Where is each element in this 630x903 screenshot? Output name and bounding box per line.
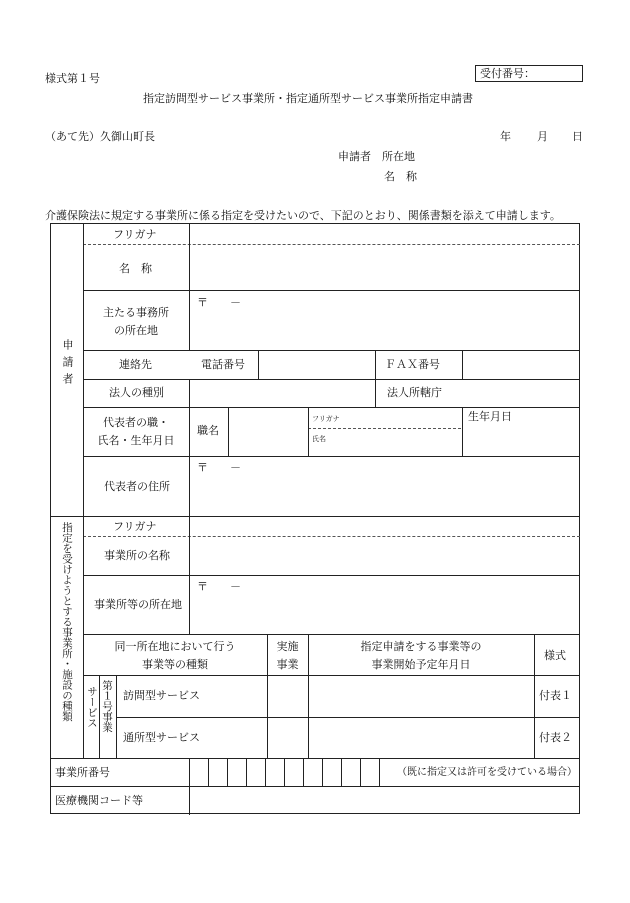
facility-furigana-label: フリガナ — [113, 520, 157, 533]
main-office-label: 主たる事務所 の所在地 — [103, 306, 169, 337]
facility-section-label: 指定を受けようとする事業所・施設の種類 — [61, 522, 73, 722]
application-form-table — [50, 223, 580, 814]
rep-address-postal: 〒 － — [197, 461, 241, 474]
applicant-section-label: 申請者 — [61, 339, 74, 390]
applicant-furigana-label: フリガナ — [113, 228, 157, 241]
main-office-postal: 〒 － — [197, 296, 241, 309]
schedule-header: 指定申請をする事業等の 事業開始予定年月日 — [360, 640, 482, 671]
receipt-number-label: 受付番号： — [480, 67, 535, 80]
corp-type-label: 法人の種別 — [109, 386, 164, 399]
applicant-address-label: 所在地 — [382, 150, 415, 163]
addressee: （あて先）久御山町長 — [45, 130, 155, 143]
style-header: 様式 — [544, 649, 566, 662]
office-address-postal: 〒 － — [197, 580, 241, 593]
applicant-label: 申請者 — [338, 150, 371, 163]
corp-authority-label: 法人所轄庁 — [387, 386, 442, 399]
rep-address-label: 代表者の住所 — [104, 480, 170, 493]
applicant-name-label: 名 称 — [384, 170, 417, 183]
implemented-header: 実施 事業 — [276, 640, 299, 671]
rep-furigana-label: フリガナ — [312, 415, 340, 423]
date-month: 月 — [537, 130, 548, 143]
position-label: 職名 — [197, 424, 219, 437]
form-number: 様式第１号 — [45, 72, 100, 85]
birthdate-label: 生年月日 — [468, 410, 512, 423]
office-number-label: 事業所番号 — [55, 766, 110, 779]
office-name-label: 事業所の名称 — [104, 549, 170, 562]
contact-label: 連絡先 — [119, 358, 152, 371]
medical-code-label: 医療機関コード等 — [55, 794, 143, 807]
office-number-note: （既に指定又は許可を受けている場合） — [397, 767, 577, 778]
applicant-name-row-label: 名 称 — [119, 262, 152, 275]
service-group-label-2: サービス — [86, 686, 98, 728]
date-year: 年 — [500, 130, 511, 143]
visit-service-form: 付表１ — [539, 689, 572, 702]
office-address-label: 事業所等の所在地 — [94, 598, 182, 611]
service-group-label: 第１号事業 — [101, 680, 113, 733]
phone-label: 電話番号 — [201, 358, 245, 371]
daycare-service-form: 付表２ — [539, 731, 572, 744]
fax-label: ＦＡＸ番号 — [385, 358, 440, 371]
rep-fullname-label: 氏名 — [312, 435, 326, 443]
intro-text: 介護保険法に規定する事業所に係る指定を受けたいので、下記のとおり、関係書類を添えて申請します。 — [45, 209, 561, 222]
receipt-number-field[interactable] — [475, 65, 583, 82]
document-title: 指定訪問型サービス事業所・指定通所型サービス事業所指定申請書 — [143, 92, 473, 105]
visit-service-label: 訪問型サービス — [123, 689, 200, 702]
same-location-header: 同一所在地において行う 事業等の種類 — [114, 640, 236, 671]
daycare-service-label: 通所型サービス — [123, 731, 200, 744]
date-day: 日 — [572, 130, 583, 143]
representative-label: 代表者の職・ 氏名・生年月日 — [97, 416, 175, 447]
